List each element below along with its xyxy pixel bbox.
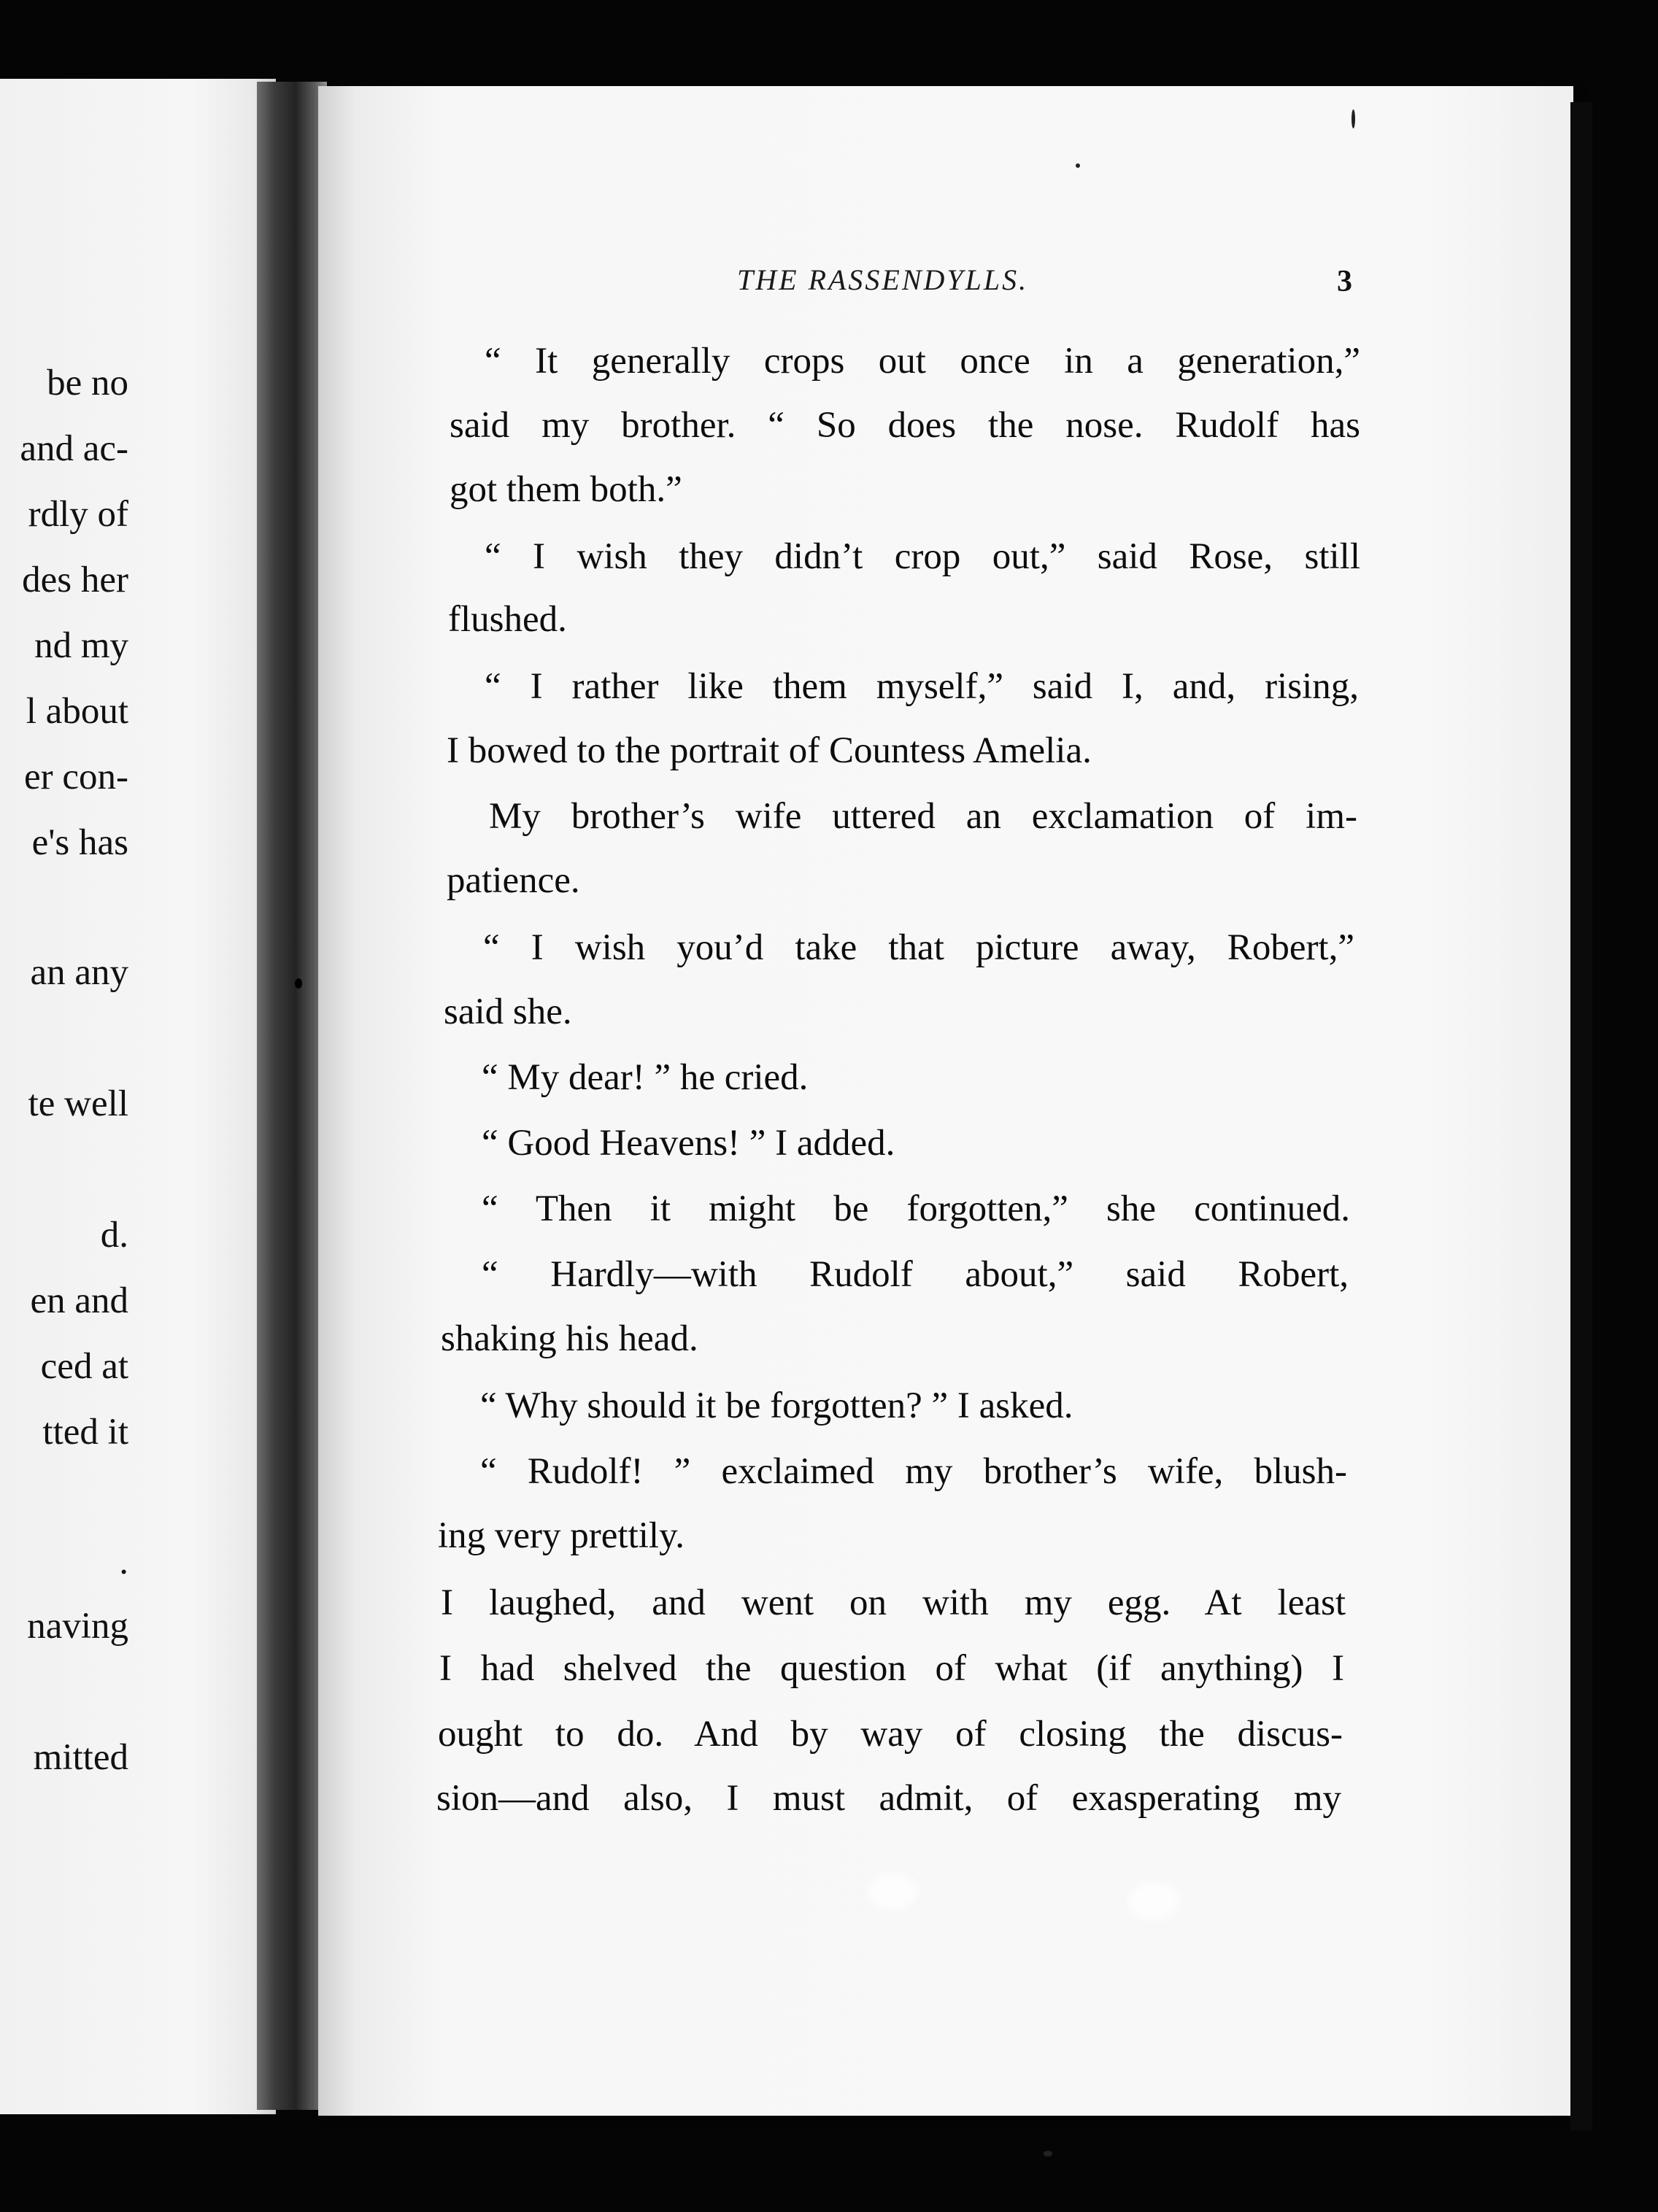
- text-line: I bowed to the portrait of Countess Amelia.: [447, 730, 1092, 771]
- left-fragment: ced at: [40, 1346, 128, 1387]
- scan-speck: [1076, 163, 1080, 168]
- left-fragment: te well: [28, 1083, 128, 1124]
- scan-speck: [1044, 2151, 1052, 2157]
- left-fragment: mitted: [33, 1737, 128, 1778]
- left-fragment: naving: [27, 1606, 128, 1647]
- text-line: said my brother. “ So does the nose. Rudolf has: [450, 405, 1360, 446]
- left-fragment: en and: [30, 1280, 128, 1321]
- text-line: “ Why should it be forgotten? ” I asked.: [480, 1385, 1073, 1426]
- left-fragment: er con-: [24, 757, 128, 797]
- scan-blot: [867, 1873, 918, 1910]
- left-page-text-fragments: [0, 79, 276, 2114]
- left-fragment: d.: [100, 1215, 128, 1256]
- text-line: My brother’s wife uttered an exclamation of im-: [489, 796, 1357, 837]
- text-line: ought to do. And by way of closing the discus-: [438, 1714, 1343, 1755]
- text-line: “ I wish you’d take that picture away, Robert,”: [483, 927, 1354, 968]
- text-line: “ It generally crops out once in a generation,”: [485, 341, 1360, 382]
- left-fragment: des her: [22, 560, 128, 600]
- page-edge-shadow: [1570, 102, 1592, 2130]
- scan-blot: [1128, 1882, 1179, 1920]
- text-line: patience.: [447, 860, 580, 901]
- text-line: I laughed, and went on with my egg. At least: [441, 1582, 1346, 1623]
- text-line: I had shelved the question of what (if anything) I: [439, 1648, 1344, 1689]
- left-fragment: nd my: [34, 625, 128, 666]
- text-line: “ My dear! ” he cried.: [482, 1057, 809, 1098]
- text-line: got them both.”: [450, 469, 682, 510]
- text-line: “ Hardly—with Rudolf about,” said Robert,: [482, 1254, 1349, 1295]
- text-line: “ I rather like them myself,” said I, and, rising,: [485, 666, 1359, 707]
- page-number: 3: [1337, 265, 1352, 298]
- left-page: [0, 79, 276, 2114]
- left-fragment: rdly of: [28, 494, 128, 535]
- binding-gutter: [257, 82, 327, 2110]
- left-fragment: and ac-: [20, 428, 128, 469]
- text-line: “ Then it might be forgotten,” she continued.: [482, 1188, 1350, 1229]
- gutter-speck: [295, 978, 302, 989]
- text-line: shaking his head.: [441, 1318, 698, 1359]
- left-fragment: .: [119, 1542, 128, 1582]
- scan-speck: [1352, 109, 1355, 128]
- text-line: “ Rudolf! ” exclaimed my brother’s wife, blush-: [480, 1451, 1347, 1492]
- left-fragment: be no: [47, 363, 128, 403]
- text-line: “ I wish they didn’t crop out,” said Rose, still: [485, 536, 1360, 577]
- text-line: sion—and also, I must admit, of exasperating my: [436, 1778, 1341, 1819]
- left-fragment: an any: [30, 952, 128, 993]
- text-line: “ Good Heavens! ” I added.: [482, 1123, 895, 1164]
- text-line: ing very prettily.: [438, 1515, 685, 1556]
- text-line: said she.: [444, 991, 572, 1032]
- left-fragment: tted it: [42, 1412, 128, 1453]
- running-head: THE RASSENDYLLS.: [737, 263, 1029, 296]
- left-fragment: e's has: [31, 822, 128, 863]
- left-fragment: l about: [26, 691, 128, 732]
- text-line: flushed.: [448, 599, 567, 640]
